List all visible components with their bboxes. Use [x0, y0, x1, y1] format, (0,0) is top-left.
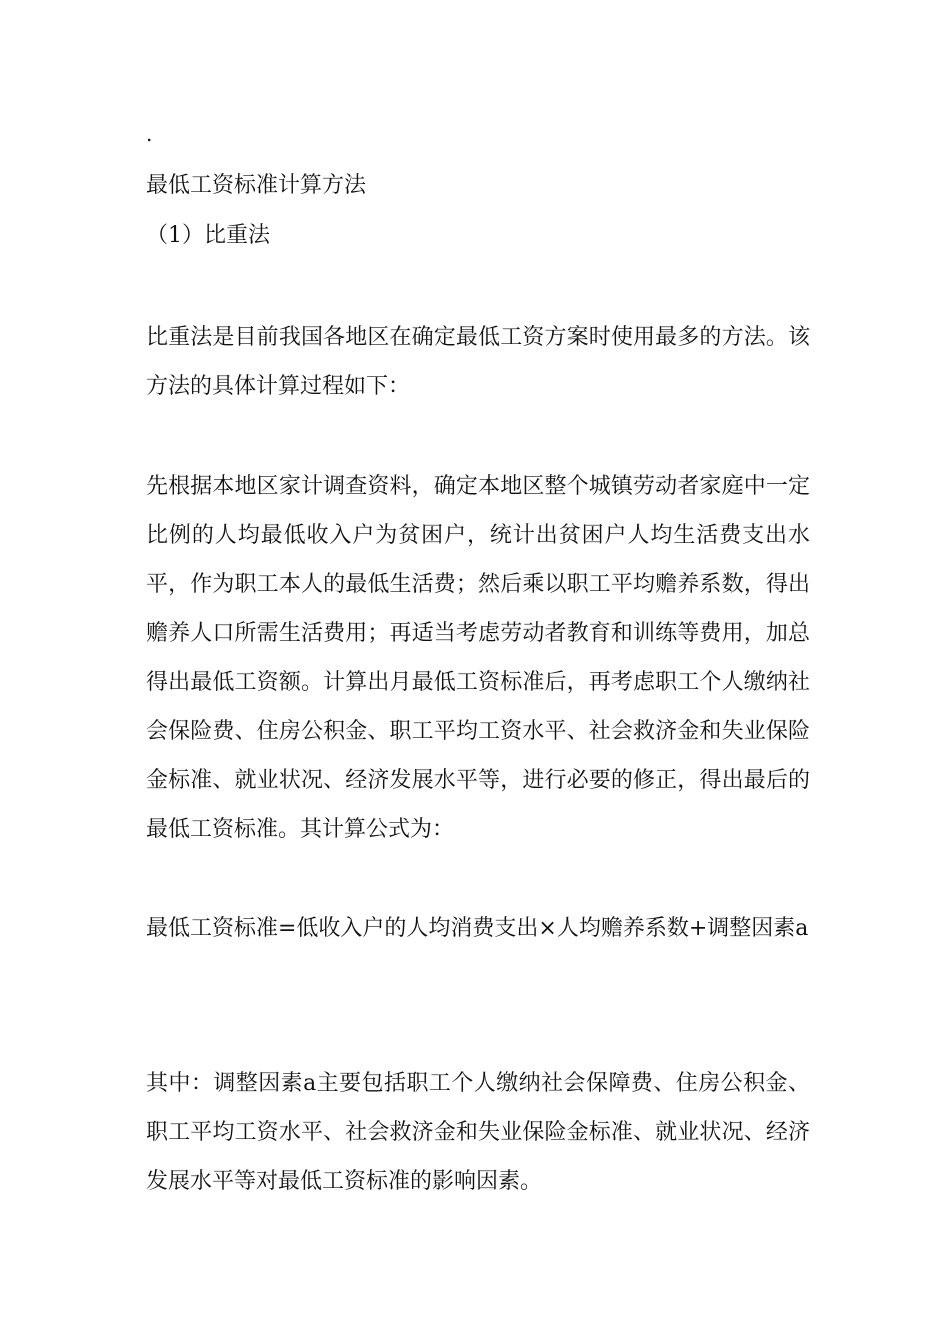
paragraph-method: 先根据本地区家计调查资料，确定本地区整个城镇劳动者家庭中一定比例的人均最低收入户为贫困户，统计出贫困户人均生活费支出水平，作为职工本人的最低生活费；然后乘以职工平均赡养系数，得出赡养人口所需生活费用；再适当考虑劳动者教育和训练等费用，加总得出最低工资额。计算出月最低工资标准后，再考虑职工个人缴纳社会保险费、住房公积金、职工平均工资水平、社会救济金和失业保险金标准、就业状况、经济发展水平等，进行必要的修正，得出最后的最低工资标准。其计算公式为：	[146, 474, 810, 842]
paragraph-formula: 最低工资标准=低收入户的人均消费支出×人均赡养系数+调整因素a	[146, 916, 809, 941]
paragraph-intro: 比重法是目前我国各地区在确定最低工资方案时使用最多的方法。该方法的具体计算过程如下：	[146, 325, 810, 399]
page-marker: .	[146, 122, 153, 146]
paragraph-explanation: 其中：调整因素a主要包括职工个人缴纳社会保障费、住房公积金、职工平均工资水平、社会救济金和失业保险金标准、就业状况、经济发展水平等对最低工资标准的影响因素。	[146, 1071, 810, 1194]
document-title: 最低工资标准计算方法	[146, 173, 367, 198]
section-heading: （1）比重法	[146, 223, 270, 248]
